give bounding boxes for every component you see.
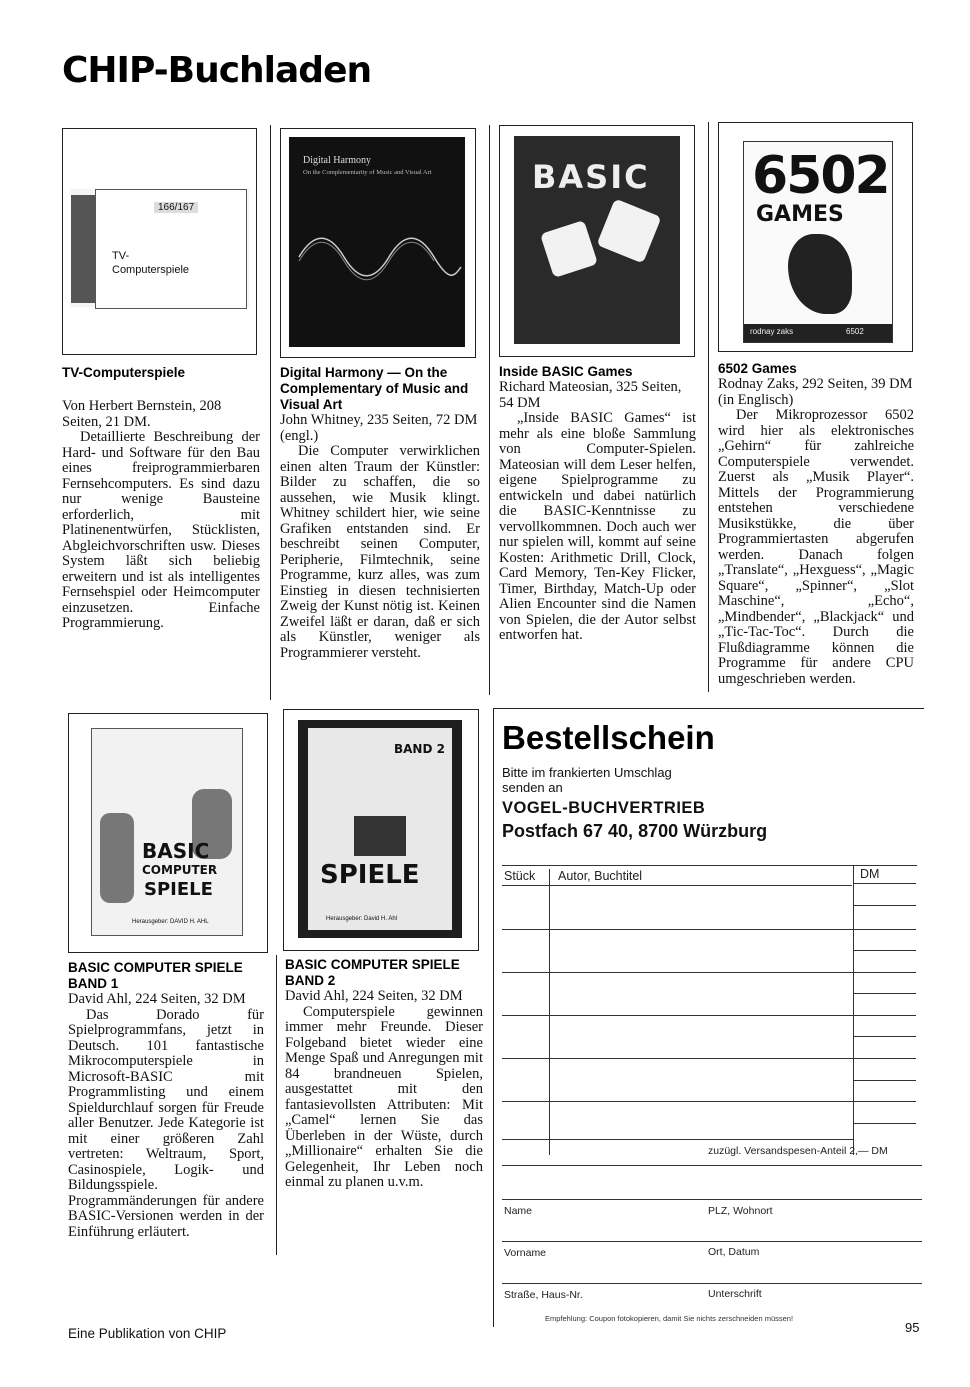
cover-subtitle: GAMES	[756, 202, 844, 227]
price-line[interactable]	[853, 1123, 916, 1124]
cover-number: 166/167	[154, 202, 198, 213]
page-number: 95	[905, 1320, 920, 1335]
field-line	[502, 1241, 922, 1242]
price-line[interactable]	[853, 1015, 916, 1016]
vendor-name: VOGEL-BUCHVERTRIEB	[502, 799, 706, 817]
cover-big-number: 6502	[752, 146, 889, 206]
field-label-zip-city: PLZ, Wohnort	[708, 1205, 773, 1217]
name-field[interactable]	[502, 1179, 702, 1199]
table-row-line[interactable]	[502, 1058, 853, 1059]
price-line[interactable]	[853, 929, 916, 930]
book-description: Das Dorado für Spielprogrammfans, jetzt in Deutsch. 101 fantastische Mikrocomputerspiele in Microsoft-BASIC mit Programmlisting und einem Spieldurchlauf sorgen für Freude aller Benutzer. Jede Kategorie ist mit einer größeren Zahl vertreten: Weltraum, Sport, Casinospiele, Logik- und Bildungsspiele. Programmänderungen für andere BASIC-Versionen werden in der Einführung erläutert.	[68, 1006, 264, 1240]
cover-title: Digital Harmony	[303, 155, 372, 166]
cover-title: BASIC	[532, 158, 650, 196]
divider-line	[502, 1165, 922, 1166]
book-meta: Rodnay Zaks, 292 Seiten, 39 DM (in Englisch)	[718, 376, 913, 408]
order-form	[493, 708, 924, 1327]
book-meta: Richard Mateosian, 325 Seiten, 54 DM	[499, 379, 682, 411]
table-row-line[interactable]	[502, 972, 853, 973]
price-line[interactable]	[853, 972, 916, 973]
field-line	[502, 1283, 922, 1284]
cover-author: rodnay zaks	[750, 327, 794, 336]
vendor-address: Postfach 67 40, 8700 Würzburg	[502, 821, 768, 841]
signature-field[interactable]	[706, 1263, 916, 1283]
table-row-line[interactable]	[502, 929, 853, 930]
order-instruction	[502, 765, 672, 795]
column-divider	[270, 125, 271, 700]
field-label-signature: Unterschrift	[708, 1288, 762, 1300]
book-meta: David Ahl, 224 Seiten, 32 DM	[68, 991, 246, 1007]
cover-editor: Herausgeber: DAVID H. AHL	[132, 919, 209, 925]
book-cover-inside-basic-games	[499, 125, 695, 357]
cover-title-spiele: SPIELE	[144, 879, 213, 900]
dragon-figure-icon	[788, 234, 852, 314]
book-title: Digital Harmony — On the Complementary of Music and Visual Art	[280, 365, 469, 412]
book-cover-basic-computer-spiele-1	[68, 713, 268, 953]
book-description: Die Computer verwirklichen einen alten Traum der Künstler: Bilder zu schaffen, die so aussehen, wie Musik klingt. Whitney schildert hier, wie seine Grafiken entstanden sind. Er beschreibt seinen Computer, Peripherie, Filmtechnik, seine Programme, kurz alles, was zum Einstieg in diesen technisierten Zweig der Kunst nötig ist. Keinen Zweifel läßt er daran, daß er sich als Künstler, weniger als Programmierer versteht.	[280, 443, 480, 661]
dice-icon	[540, 220, 598, 278]
price-line[interactable]	[853, 1036, 916, 1037]
zip-city-field[interactable]	[706, 1179, 916, 1199]
cover-art	[71, 189, 249, 307]
book-meta: Von Herbert Bernstein, 208 Seiten, 21 DM.	[62, 398, 222, 430]
field-label-street: Straße, Haus-Nr.	[504, 1289, 583, 1301]
price-line[interactable]	[853, 1080, 916, 1081]
column-header-price: DM	[860, 867, 880, 881]
cover-title-basic: BASIC	[142, 839, 210, 863]
table-row-line[interactable]	[502, 1101, 853, 1102]
book-cover-digital-harmony	[280, 128, 476, 358]
book-title: Inside BASIC Games	[499, 364, 633, 379]
cover-code: 6502	[846, 327, 864, 336]
book-description: Detaillierte Beschreibung der Hard- und Software für den Bau eines freiprogrammierbaren Fernsehcomputers. Es sind dazu nur wenige Bausteine erforderlich, mit Platinenentwürfen, Stücklisten, Abgleichvorschriften usw. Dieses System läßt sich beliebig erweitern und ist als intelligentes Fernsehspiel oder Heimcomputer einzusetzen. Einfache Programmierung.	[62, 429, 260, 631]
street-field[interactable]	[502, 1263, 702, 1283]
book-title: BASIC COMPUTER SPIELE BAND 1	[68, 960, 243, 991]
column-divider	[276, 955, 277, 1255]
price-line[interactable]	[853, 993, 916, 994]
order-instruction-line2: senden an	[502, 780, 563, 795]
book-description: Computerspiele gewinnen immer mehr Freunde. Dieser Folgeband bietet wieder eine Menge Spaß und Anregungen mit 84 brandneuen Spielen, ausgestattet mit den fantasievollsten Attributen: Mit „Camel“ lernen Sie das Überleben in der Wüste, durch „Millionaire“ erhalten Sie die Gelegenheit, Ihr Leben noch einmal zu planen u.v.m.	[285, 1003, 483, 1190]
book-description: „Inside BASIC Games“ ist mehr als eine bloße Sammlung von Computer-Spielen. Mateosian will dem Leser helfen, eigene Spielprogramme zu entwickeln und dabei natürlich die BASIC-Kenntnisse zu vervollkommnen. Doch auch wer nur spielen will, kommt auf seine Kosten: Arithmetic Drill, Clock, Card Memory, Ten-Key Flicker, Timer, Birthday, Match-Up oder Alien Encounter sind die Namen von Spielen, die der Autor selbst entworfen hat.	[499, 410, 696, 643]
price-line[interactable]	[853, 905, 916, 906]
shipping-note: zuzügl. Versandspesen-Anteil 2,— DM	[708, 1145, 888, 1157]
footer-publisher: Eine Publikation von CHIP	[68, 1326, 227, 1341]
place-date-field[interactable]	[706, 1221, 916, 1241]
robot-figure-icon	[354, 816, 406, 856]
field-line	[502, 1199, 922, 1200]
cover-subtitle: On the Complementarity of Music and Visual Art	[303, 169, 432, 176]
table-row-line[interactable]	[502, 1015, 853, 1016]
masthead-title: CHIP-Buchladen	[62, 50, 372, 91]
dice-icon	[596, 198, 661, 263]
order-instruction-line1: Bitte im frankierten Umschlag	[502, 765, 672, 780]
book-cover-basic-computer-spiele-2	[283, 709, 479, 951]
book-meta: David Ahl, 224 Seiten, 32 DM	[285, 988, 463, 1004]
column-header-title: Autor, Buchtitel	[558, 869, 643, 883]
price-line[interactable]	[853, 883, 916, 884]
book-title: TV-Computerspiele	[62, 365, 186, 380]
table-header-line	[502, 885, 852, 886]
price-line[interactable]	[853, 1101, 916, 1102]
photocopy-tip: Empfehlung: Coupon fotokopieren, damit Sie nichts zerschneiden müssen!	[545, 1314, 794, 1323]
book-meta: John Whitney, 235 Seiten, 72 DM (engl.)	[280, 412, 478, 444]
price-line[interactable]	[853, 1058, 916, 1059]
table-top-line	[502, 865, 917, 866]
column-divider	[489, 125, 490, 695]
wave-graphic-icon	[289, 227, 465, 287]
field-label-first-name: Vorname	[504, 1247, 547, 1259]
book-cover-6502-games	[718, 122, 913, 352]
first-name-field[interactable]	[502, 1221, 702, 1241]
column-header-quantity: Stück	[504, 869, 536, 883]
robot-figure-icon	[100, 813, 134, 903]
cover-title-computer: COMPUTER	[142, 863, 218, 877]
cover-editor: Herausgeber: David H. Ahl	[326, 916, 398, 922]
field-label-place-date: Ort, Datum	[708, 1246, 760, 1258]
book-cover-tv-computerspiele	[62, 128, 257, 355]
column-divider	[708, 122, 709, 692]
price-line[interactable]	[853, 950, 916, 951]
cover-title-line2: Computerspiele	[112, 264, 190, 276]
cover-title: SPIELE	[320, 860, 420, 890]
cover-band: BAND 2	[394, 742, 445, 756]
field-label-name: Name	[504, 1205, 533, 1217]
book-title: BASIC COMPUTER SPIELE BAND 2	[285, 957, 460, 988]
table-col-divider	[549, 869, 550, 1155]
book-title: 6502 Games	[718, 361, 797, 376]
table-col-divider	[853, 865, 854, 1155]
book-description: Der Mikroprozessor 6502 wird hier als elektronisches „Gehirn“ für zahlreiche Computerspiele verwendet. Zuerst als „Musik Player“. Mittels der Programmierung entstehen verschiedene Musikstükke, die über Programmiertasten abgerufen werden. Danach folgen „Translate“, „Hexguess“, „Magic Square“, „Spinner“, „Slot Maschine“, „Echo“, „Mindbender“, „Blackjack“ und „Tic-Tac-Toc“. Durch die Flußdiagramme können die Programme für andere CPU umgeschrieben werden.	[718, 407, 914, 687]
order-form-heading: Bestellschein	[502, 719, 715, 756]
table-row-line[interactable]	[502, 1139, 853, 1140]
cover-title-line1: TV-	[112, 250, 130, 262]
